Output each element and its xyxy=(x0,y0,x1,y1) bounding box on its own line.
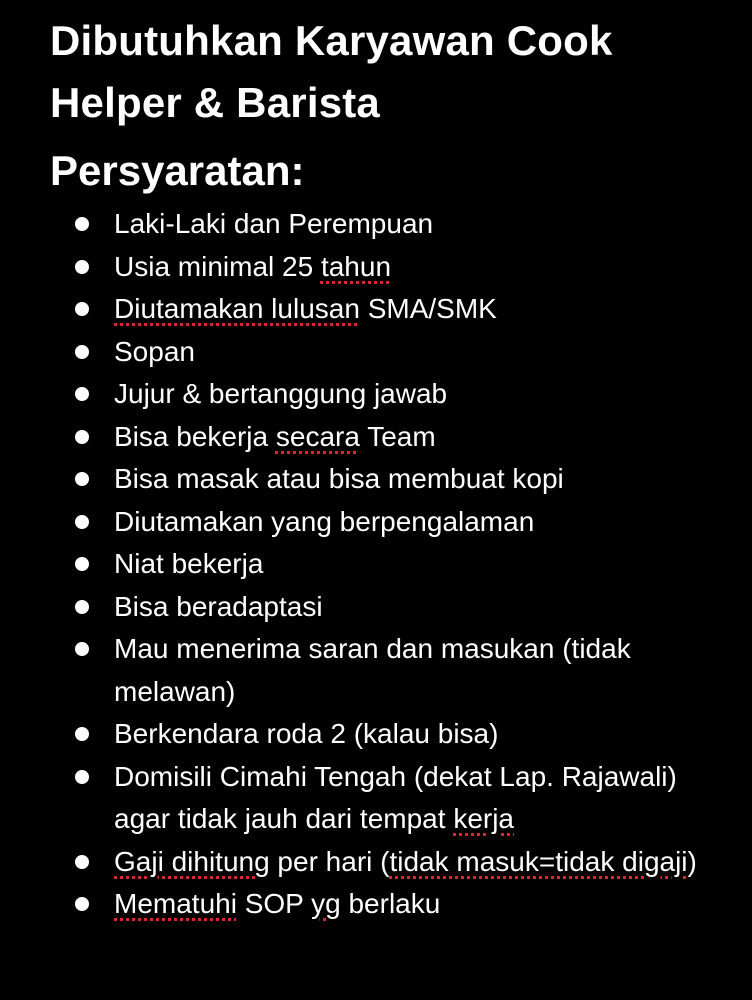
requirement-text: Mau menerima saran dan masukan (tidak melawan) xyxy=(114,633,631,707)
requirement-item xyxy=(0,586,752,629)
requirement-text: Bisa masak atau bisa membuat kopi xyxy=(114,463,564,494)
requirement-item xyxy=(0,501,752,544)
requirement-text: ) xyxy=(687,845,697,877)
spellcheck-flagged-text: Mematuhi xyxy=(114,888,237,919)
bullet-icon xyxy=(75,600,89,614)
bullet-icon xyxy=(75,557,89,571)
bullet-icon xyxy=(75,430,89,444)
page-title: Dibutuhkan Karyawan Cook Helper & Barista xyxy=(50,17,613,126)
requirements-list xyxy=(0,203,752,926)
spellcheck-flagged-text: tidak masuk=tidak digaji xyxy=(389,845,688,877)
spellcheck-flagged-text: Gaji dihitung xyxy=(114,845,270,877)
requirement-item xyxy=(0,203,752,246)
bullet-icon xyxy=(75,217,89,231)
spellcheck-flagged-text: Diutamakan lulusan xyxy=(114,293,360,324)
requirement-item xyxy=(0,543,752,586)
requirement-item xyxy=(0,628,752,713)
requirement-text: Bisa beradaptasi xyxy=(114,590,323,622)
requirement-text: SMA/SMK xyxy=(359,293,497,324)
bullet-icon xyxy=(75,515,89,529)
requirement-text: Usia minimal 25 xyxy=(114,250,321,282)
bullet-icon xyxy=(75,387,89,401)
bullet-icon xyxy=(75,897,89,911)
bullet-icon xyxy=(75,472,89,486)
requirement-item xyxy=(0,458,752,501)
requirement-item xyxy=(0,288,752,331)
requirement-text: Team xyxy=(359,420,436,452)
requirement-item xyxy=(0,756,752,841)
spellcheck-flagged-text: yg xyxy=(311,888,341,919)
requirement-item xyxy=(0,246,752,289)
requirement-text: Jujur & bertanggung jawab xyxy=(114,378,448,409)
requirement-text: Sopan xyxy=(114,335,195,367)
spellcheck-flagged-text: tahun xyxy=(320,250,392,282)
requirement-item xyxy=(0,841,752,884)
requirement-item xyxy=(0,416,752,459)
requirements-heading: Persyaratan: xyxy=(50,147,305,194)
bullet-icon xyxy=(75,642,89,656)
bullet-icon xyxy=(75,302,89,316)
requirement-text: Berkendara roda 2 (kalau bisa) xyxy=(114,718,499,749)
requirement-text: per hari ( xyxy=(269,845,390,877)
spellcheck-flagged-text: kerja xyxy=(453,803,515,834)
requirement-text: berlaku xyxy=(340,888,441,919)
spellcheck-flagged-text: secara xyxy=(275,420,360,452)
bullet-icon xyxy=(75,855,89,869)
bullet-icon xyxy=(75,260,89,274)
requirement-item xyxy=(0,373,752,416)
requirement-text: Niat bekerja xyxy=(114,548,264,579)
requirement-text: Bisa bekerja xyxy=(114,420,276,452)
requirement-item xyxy=(0,331,752,374)
requirement-item xyxy=(0,713,752,756)
bullet-icon xyxy=(75,770,89,784)
requirement-item xyxy=(0,883,752,926)
bullet-icon xyxy=(75,345,89,359)
requirement-text: SOP xyxy=(236,888,312,919)
requirement-text: Laki-Laki dan Perempuan xyxy=(114,208,434,239)
requirement-text: Diutamakan yang berpengalaman xyxy=(114,505,535,537)
bullet-icon xyxy=(75,727,89,741)
requirement-text: Domisili Cimahi Tengah (dekat Lap. Rajawali) agar tidak jauh dari tempat xyxy=(114,760,677,834)
